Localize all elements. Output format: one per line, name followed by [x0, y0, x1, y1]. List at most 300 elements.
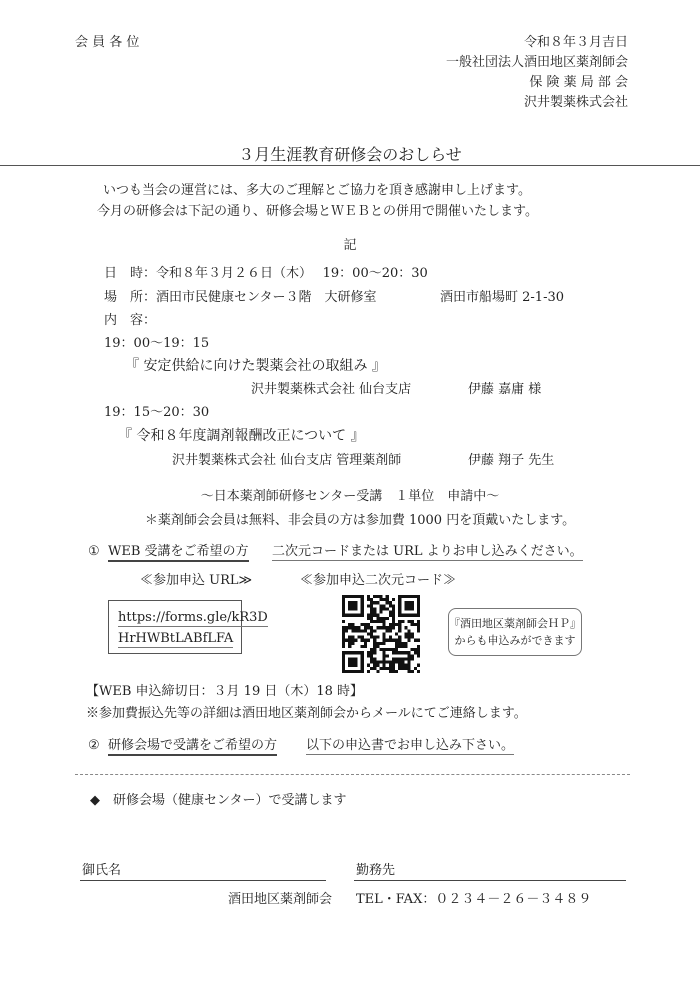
qr-module [392, 651, 395, 654]
qr-module [379, 620, 382, 623]
qr-module [367, 614, 370, 617]
qr-module [361, 664, 364, 667]
qr-module [348, 623, 351, 626]
venue-attendance-option[interactable]: ◆ 研修会場（健康センター）で受講します [90, 793, 347, 808]
session-title: 『 令和８年度調剤報酬改正について 』 [118, 428, 365, 444]
session-affiliation: 沢井製薬株式会社 仙台支店 [251, 382, 412, 397]
qr-module [354, 664, 357, 667]
qr-module [342, 604, 345, 607]
credit-note: 〜日本薬剤師研修センター受講 １単位 申請中〜 [200, 489, 500, 504]
qr-module [389, 670, 392, 673]
qr-module [361, 661, 364, 664]
qr-module [370, 651, 373, 654]
qr-module [398, 598, 401, 601]
qr-module [398, 657, 401, 660]
qr-module [348, 626, 351, 629]
qr-module [398, 661, 401, 664]
qr-module [417, 623, 420, 626]
qr-module [348, 607, 351, 610]
qr-module [342, 664, 345, 667]
qr-module [389, 601, 392, 604]
qr-module [383, 632, 386, 635]
qr-module [408, 632, 411, 635]
web-section-number: ① [88, 544, 100, 559]
qr-module [354, 595, 357, 598]
qr-module [389, 636, 392, 639]
qr-module [389, 639, 392, 642]
qr-module [373, 614, 376, 617]
qr-module [370, 626, 373, 629]
qr-module [379, 611, 382, 614]
qr-module [398, 651, 401, 654]
qr-module [342, 670, 345, 673]
qr-module [411, 654, 414, 657]
qr-module [373, 657, 376, 660]
qr-module [401, 667, 404, 670]
qr-module [417, 651, 420, 654]
qr-heading: ≪参加申込二次元コード≫ [300, 573, 457, 588]
content-label: 内 容： [104, 313, 157, 328]
qr-module [392, 661, 395, 664]
footer-org: 酒田地区薬剤師会 [228, 892, 333, 907]
qr-module [398, 607, 401, 610]
qr-module [398, 626, 401, 629]
qr-module [361, 667, 364, 670]
qr-module [414, 648, 417, 651]
qr-module [361, 654, 364, 657]
qr-module [354, 661, 357, 664]
qr-module [383, 642, 386, 645]
qr-module [401, 657, 404, 660]
web-section-label: WEB 受講をご希望の方 [108, 544, 249, 562]
qr-module [373, 629, 376, 632]
qr-module [383, 639, 386, 642]
qr-module [373, 601, 376, 604]
qr-module [401, 614, 404, 617]
qr-module [358, 629, 361, 632]
qr-module [376, 626, 379, 629]
datetime: 日 時：令和８年３月２６日（木） 19：00〜20：30 [104, 266, 428, 281]
qr-module [354, 670, 357, 673]
qr-module [342, 595, 345, 598]
qr-module [351, 651, 354, 654]
qr-module [398, 614, 401, 617]
qr-module [376, 601, 379, 604]
qr-module [361, 670, 364, 673]
qr-module [417, 614, 420, 617]
qr-module [389, 629, 392, 632]
cut-line [75, 774, 630, 775]
qr-module [351, 623, 354, 626]
qr-module [379, 595, 382, 598]
qr-module [361, 601, 364, 604]
qr-module [361, 623, 364, 626]
qr-module [417, 598, 420, 601]
qr-module [401, 645, 404, 648]
qr-module [417, 664, 420, 667]
qr-module [370, 607, 373, 610]
qr-module [345, 629, 348, 632]
qr-module [408, 595, 411, 598]
qr-module [364, 642, 367, 645]
qr-module [411, 607, 414, 610]
qr-module [411, 632, 414, 635]
qr-module [383, 661, 386, 664]
qr-module [367, 651, 370, 654]
qr-module [348, 651, 351, 654]
qr-module [358, 626, 361, 629]
qr-module [411, 604, 414, 607]
qr-module [398, 620, 401, 623]
qr-module [417, 645, 420, 648]
qr-module [395, 651, 398, 654]
qr-module [348, 636, 351, 639]
qr-module [367, 626, 370, 629]
org-association: 一般社団法人酒田地区薬剤師会 [445, 55, 628, 70]
qr-module [392, 623, 395, 626]
qr-module [348, 604, 351, 607]
qr-module [376, 642, 379, 645]
qr-module [408, 604, 411, 607]
qr-module [348, 661, 351, 664]
venue-instruction: 以下の申込書でお申し込み下さい。 [306, 738, 515, 753]
qr-module [370, 657, 373, 660]
qr-module [414, 639, 417, 642]
qr-module [351, 607, 354, 610]
qr-module [342, 620, 345, 623]
footer-contact: TEL・FAX：０２３４－２６－３４８９ [356, 892, 592, 907]
qr-module [408, 639, 411, 642]
session-time: 19：15〜20：30 [104, 405, 210, 420]
workplace-label: 勤務先 [356, 863, 396, 878]
qr-module [342, 667, 345, 670]
qr-module [408, 664, 411, 667]
qr-module [395, 657, 398, 660]
qr-module [395, 632, 398, 635]
qr-module [404, 604, 407, 607]
qr-module [411, 614, 414, 617]
qr-module [383, 648, 386, 651]
qr-module [373, 620, 376, 623]
qr-module [392, 617, 395, 620]
qr-module [342, 629, 345, 632]
qr-module [408, 667, 411, 670]
qr-module [373, 648, 376, 651]
qr-module [376, 614, 379, 617]
qr-module [354, 651, 357, 654]
qr-module [398, 667, 401, 670]
qr-module [398, 645, 401, 648]
qr-module [383, 617, 386, 620]
qr-module [379, 648, 382, 651]
qr-module [404, 657, 407, 660]
qr-module [361, 629, 364, 632]
qr-module [354, 639, 357, 642]
signup-url-line-1[interactable]: https://forms.gle/kR3D [118, 610, 268, 625]
qr-module [386, 648, 389, 651]
session-title: 『 安定供給に向けた製薬会社の取組み 』 [125, 358, 386, 374]
qr-module [376, 664, 379, 667]
qr-module [386, 667, 389, 670]
qr-module [408, 636, 411, 639]
qr-module [342, 645, 345, 648]
qr-module [386, 629, 389, 632]
qr-module [361, 636, 364, 639]
qr-module [373, 667, 376, 670]
qr-module [389, 661, 392, 664]
address: 酒田市船場町 2-1-30 [440, 290, 565, 305]
qr-module [417, 595, 420, 598]
qr-module [389, 667, 392, 670]
qr-module [389, 664, 392, 667]
qr-module [361, 614, 364, 617]
qr-module [348, 645, 351, 648]
qr-module [404, 632, 407, 635]
qr-module [345, 651, 348, 654]
session-time: 19：00〜19：15 [104, 336, 210, 351]
qr-module [373, 651, 376, 654]
qr-module [383, 636, 386, 639]
qr-module [414, 623, 417, 626]
qr-module [379, 642, 382, 645]
qr-module [351, 626, 354, 629]
qr-module [361, 598, 364, 601]
qr-module [401, 651, 404, 654]
qr-module [411, 620, 414, 623]
qr-module [348, 595, 351, 598]
qr-module [370, 629, 373, 632]
qr-module [361, 611, 364, 614]
venue-section-number: ② [88, 738, 100, 753]
hp-note-line-1: 『酒田地区薬剤師会ＨＰ』 [449, 617, 581, 630]
qr-module [364, 645, 367, 648]
qr-module [370, 598, 373, 601]
qr-module [395, 670, 398, 673]
qr-module [386, 654, 389, 657]
qr-module [404, 595, 407, 598]
hp-note-box [448, 608, 582, 656]
qr-module [376, 595, 379, 598]
qr-module [389, 648, 392, 651]
qr-module [367, 595, 370, 598]
qr-module [408, 654, 411, 657]
qr-module [351, 670, 354, 673]
qr-module [411, 670, 414, 673]
qr-module [417, 626, 420, 629]
qr-module [417, 607, 420, 610]
qr-module [392, 664, 395, 667]
qr-module [411, 623, 414, 626]
qr-module [354, 604, 357, 607]
qr-module [392, 670, 395, 673]
qr-module [389, 623, 392, 626]
qr-module [354, 657, 357, 660]
qr-module [408, 670, 411, 673]
qr-module [342, 661, 345, 664]
qr-module [376, 661, 379, 664]
qr-module [345, 614, 348, 617]
qr-module [417, 639, 420, 642]
qr-module [373, 611, 376, 614]
qr-module [398, 604, 401, 607]
venue-section-label: 研修会場で受講をご希望の方 [108, 738, 277, 756]
qr-module [392, 626, 395, 629]
workplace-field[interactable] [354, 863, 626, 881]
qr-module [408, 601, 411, 604]
qr-module [358, 636, 361, 639]
qr-module [414, 595, 417, 598]
qr-module [379, 661, 382, 664]
qr-module [351, 664, 354, 667]
qr-module [411, 648, 414, 651]
qr-module [392, 639, 395, 642]
qr-module [398, 636, 401, 639]
qr-module [395, 661, 398, 664]
qr-module [411, 595, 414, 598]
qr-module [408, 661, 411, 664]
qr-module [401, 595, 404, 598]
qr-module [404, 601, 407, 604]
qr-module [342, 639, 345, 642]
qr-module [392, 598, 395, 601]
qr-module [414, 667, 417, 670]
qr-module [345, 595, 348, 598]
qr-module [354, 601, 357, 604]
qr-module [348, 614, 351, 617]
qr-module [401, 664, 404, 667]
qr-module [342, 632, 345, 635]
qr-module [351, 642, 354, 645]
qr-module [370, 667, 373, 670]
qr-module [401, 620, 404, 623]
qr-module [370, 614, 373, 617]
qr-module [383, 604, 386, 607]
qr-module [358, 614, 361, 617]
qr-module [395, 648, 398, 651]
qr-module [383, 664, 386, 667]
qr-module [389, 604, 392, 607]
qr-module [345, 639, 348, 642]
qr-module [386, 595, 389, 598]
qr-module [373, 639, 376, 642]
qr-module [398, 642, 401, 645]
qr-module [367, 654, 370, 657]
qr-module [348, 601, 351, 604]
web-deadline: 【WEB 申込締切日：３月 19 日（木）18 時】 [86, 684, 364, 699]
name-field[interactable] [80, 863, 326, 881]
qr-module [348, 639, 351, 642]
qr-module [386, 617, 389, 620]
qr-module [342, 611, 345, 614]
qr-module [351, 595, 354, 598]
qr-module [342, 626, 345, 629]
qr-module [367, 670, 370, 673]
qr-module [364, 629, 367, 632]
qr-module [392, 611, 395, 614]
qr-module [395, 645, 398, 648]
qr-module [379, 598, 382, 601]
fee-note: ＊薬剤師会会員は無料、非会員の方は参加費 1000 円を頂戴いたします。 [144, 513, 576, 528]
qr-module [379, 604, 382, 607]
qr-module [411, 636, 414, 639]
qr-module [364, 623, 367, 626]
qr-module [383, 620, 386, 623]
qr-module [342, 601, 345, 604]
qr-module [367, 632, 370, 635]
signup-url-line-2[interactable]: HrHWBtLABfLFA [118, 631, 234, 646]
qr-module [370, 617, 373, 620]
org-company: 沢井製薬株式会社 [523, 95, 628, 110]
qr-module [386, 598, 389, 601]
qr-module [404, 667, 407, 670]
qr-module [383, 657, 386, 660]
page-title: ３月生涯教育研修会のおしらせ [238, 145, 462, 164]
qr-module [370, 661, 373, 664]
date: 令和８年３月吉日 [523, 35, 628, 50]
qr-module [404, 607, 407, 610]
qr-module [383, 651, 386, 654]
qr-module [417, 601, 420, 604]
qr-module [361, 645, 364, 648]
qr-module [373, 664, 376, 667]
qr-module [351, 636, 354, 639]
qr-module [411, 657, 414, 660]
qr-module [361, 607, 364, 610]
qr-module [398, 623, 401, 626]
intro-line-1: いつも当会の運営には、多大のご理解とご協力を頂き感謝申し上げます。 [103, 183, 531, 198]
qr-module [373, 645, 376, 648]
url-heading: ≪参加申込 URL≫ [140, 573, 253, 588]
qr-module [348, 657, 351, 660]
qr-module [392, 648, 395, 651]
qr-module [367, 617, 370, 620]
url-box [108, 600, 268, 654]
qr-code[interactable] [342, 595, 420, 673]
qr-module [370, 604, 373, 607]
qr-module [351, 657, 354, 660]
qr-module [373, 607, 376, 610]
qr-module [348, 664, 351, 667]
qr-module [367, 604, 370, 607]
qr-module [351, 639, 354, 642]
qr-module [408, 614, 411, 617]
qr-module [404, 651, 407, 654]
qr-module [370, 636, 373, 639]
qr-module [370, 620, 373, 623]
addressee: 会 員 各 位 [75, 35, 140, 50]
session-affiliation: 沢井製薬株式会社 仙台支店 管理薬剤師 [172, 453, 402, 468]
qr-module [376, 617, 379, 620]
qr-module [370, 648, 373, 651]
qr-module [345, 626, 348, 629]
qr-module [411, 601, 414, 604]
qr-module [342, 651, 345, 654]
ki-heading: 記 [343, 238, 357, 253]
qr-module [383, 626, 386, 629]
qr-module [348, 642, 351, 645]
qr-module [361, 651, 364, 654]
org-department: 保 険 薬 局 部 会 [529, 75, 628, 90]
qr-module [383, 654, 386, 657]
qr-module [408, 620, 411, 623]
qr-module [395, 639, 398, 642]
qr-module [345, 670, 348, 673]
qr-module [383, 598, 386, 601]
qr-module [367, 664, 370, 667]
qr-module [348, 670, 351, 673]
intro-line-2: 今月の研修会は下記の通り、研修会場とＷＥＢとの併用で開催いたします。 [97, 204, 538, 219]
qr-module [367, 598, 370, 601]
